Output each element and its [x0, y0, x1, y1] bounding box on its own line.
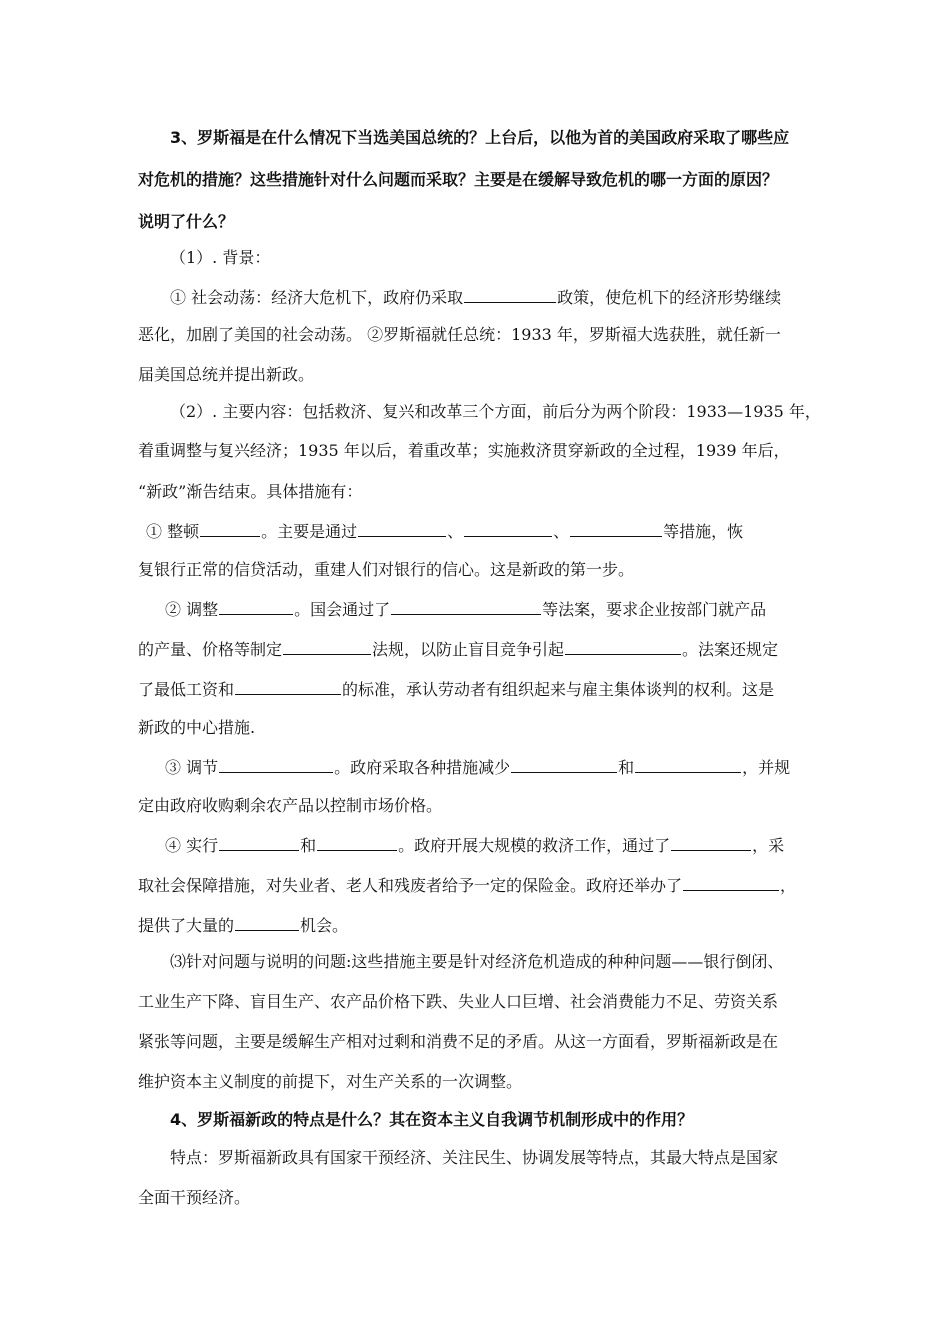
question-4-title: 4、罗斯福新政的特点是什么？其在资本主义自我调节机制形成中的作用？ — [170, 1110, 694, 1129]
measure-2-line-3: 了最低工资和 的标准，承认劳动者有组织起来与雇主集体谈判的权利。这是 — [138, 680, 775, 699]
fill-blank[interactable] — [511, 756, 617, 773]
measure-1-line-1: ① 整顿 。主要是通过 、 、 等措施，恢 — [146, 522, 744, 541]
issues-line-4: 维护资本主义制度的前提下，对生产关系的一次调整。 — [138, 1072, 523, 1091]
background-line-3: 届美国总统并提出新政。 — [138, 365, 315, 384]
fill-blank[interactable] — [464, 286, 556, 303]
fill-blank[interactable] — [219, 756, 333, 773]
fill-blank[interactable] — [671, 834, 751, 851]
measure-2-line-4: 新政的中心措施. — [138, 718, 256, 737]
features-line-2: 全面干预经济。 — [138, 1188, 251, 1207]
fill-blank[interactable] — [200, 520, 260, 537]
fill-blank[interactable] — [565, 638, 681, 655]
fill-blank[interactable] — [283, 638, 371, 655]
fill-blank[interactable] — [635, 756, 741, 773]
background-line-2: 恶化，加剧了美国的社会动荡。 ②罗斯福就任总统：1933 年，罗斯福大选获胜，就任新一 — [138, 325, 781, 344]
content-line-3: “新政”渐告结束。具体措施有： — [138, 482, 363, 501]
fill-blank[interactable] — [683, 874, 779, 891]
fill-blank[interactable] — [317, 834, 397, 851]
fill-blank[interactable] — [358, 520, 446, 537]
issues-line-2: 工业生产下降、盲目生产、农产品价格下跌、失业人口巨增、社会消费能力不足、劳资关系 — [138, 992, 779, 1011]
measure-2-line-2: 的产量、价格等制定 法规，以防止盲目竞争引起 。法案还规定 — [138, 640, 779, 659]
measure-3-line-1: ③ 调节 。政府采取各种措施减少 和 ，并规 — [165, 758, 791, 777]
issues-line-3: 紧张等问题，主要是缓解生产相对过剩和消费不足的矛盾。从这一方面看，罗斯福新政是在 — [138, 1032, 779, 1051]
fill-blank[interactable] — [219, 598, 293, 615]
features-line-1: 特点：罗斯福新政具有国家干预经济、关注民生、协调发展等特点，其最大特点是国家 — [170, 1148, 779, 1167]
measure-4-line-3: 提供了大量的 机会。 — [138, 916, 349, 935]
fill-blank[interactable] — [464, 520, 552, 537]
measure-2-line-1: ② 调整 。国会通过了 等法案，要求企业按部门就产品 — [165, 600, 767, 619]
fill-blank[interactable] — [570, 520, 662, 537]
fill-blank[interactable] — [235, 914, 299, 931]
question-3-line-1: 3、罗斯福是在什么情况下当选美国总统的？上台后，以他为首的美国政府采取了哪些应 — [170, 128, 790, 147]
background-heading: （1）. 背景： — [170, 248, 271, 267]
fill-blank[interactable] — [219, 834, 299, 851]
measure-3-line-2: 定由政府收购剩余农产品以控制市场价格。 — [138, 796, 443, 815]
content-line-2: 着重调整与复兴经济；1935 年以后，着重改革；实施救济贯穿新政的全过程，1939 年后， — [138, 441, 790, 460]
fill-blank[interactable] — [235, 678, 341, 695]
measure-1-line-2: 复银行正常的信贷活动，重建人们对银行的信心。这是新政的第一步。 — [138, 560, 635, 579]
measure-4-line-2: 取社会保障措施，对失业者、老人和残废者给予一定的保险金。政府还举办了 ， — [138, 876, 797, 895]
question-3-line-2: 对危机的措施？这些措施针对什么问题而采取？主要是在缓解导致危机的哪一方面的原因？ — [138, 170, 779, 189]
fill-blank[interactable] — [391, 598, 541, 615]
background-line-1: ① 社会动荡：经济大危机下，政府仍采取 政策，使危机下的经济形势继续 — [170, 288, 782, 307]
issues-line-1: ⑶针对问题与说明的问题:这些措施主要是针对经济危机造成的种种问题——银行倒闭、 — [170, 952, 784, 971]
content-line-1: （2）. 主要内容：包括救济、复兴和改革三个方面，前后分为两个阶段：1933—1935 年， — [170, 402, 821, 421]
measure-4-line-1: ④ 实行 和 。政府开展大规模的救济工作，通过了 ，采 — [165, 836, 785, 855]
question-3-line-3: 说明了什么？ — [138, 212, 235, 231]
